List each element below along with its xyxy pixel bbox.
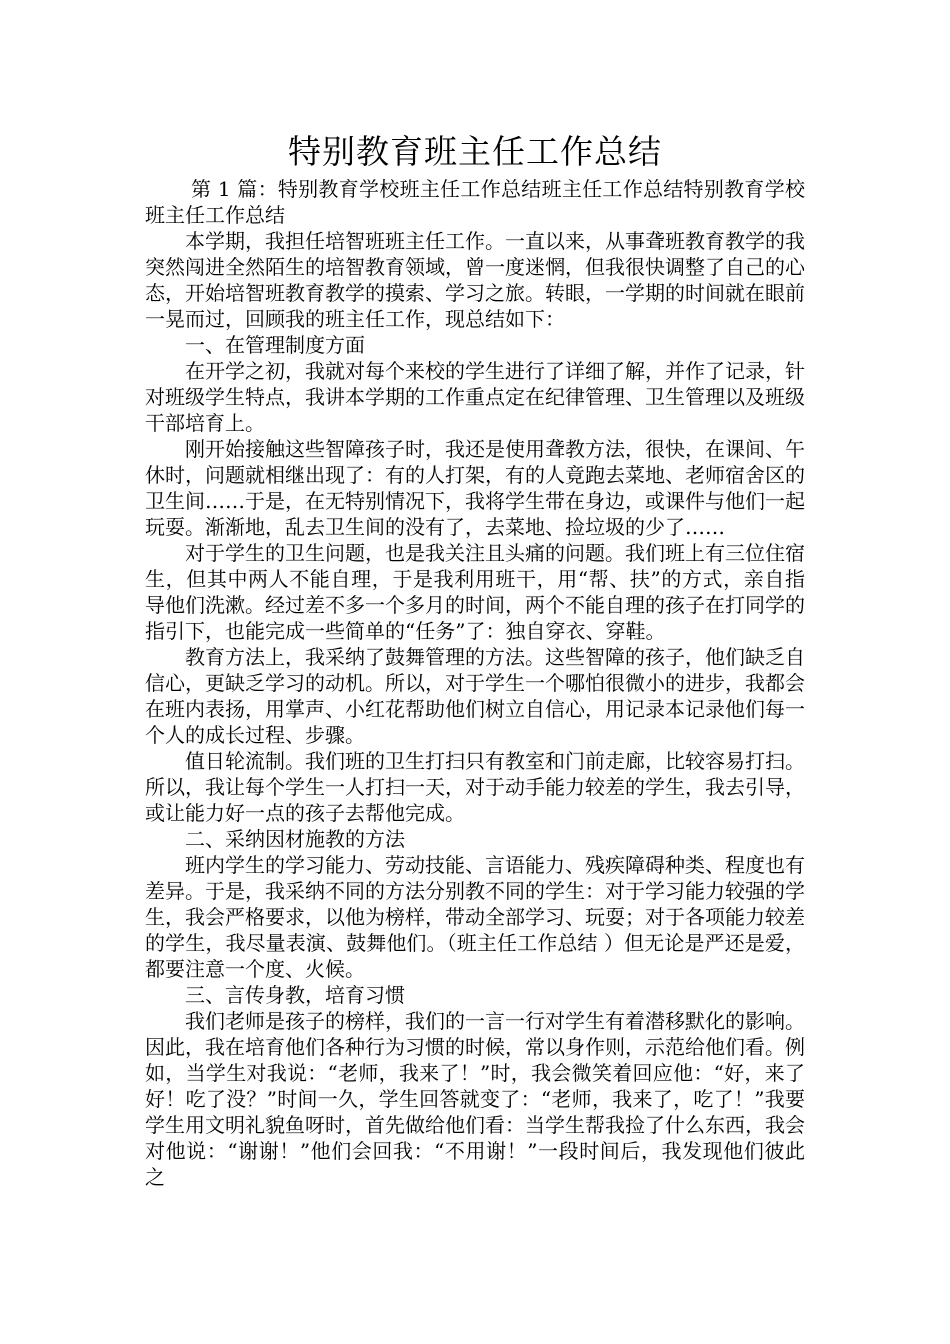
section-heading-individualized: 二、采纳因材施教的方法 [185,827,405,851]
paragraph-role-model: 我们老师是孩子的榜样，我们的一言一行对学生有着潜移默化的影响。因此，我在培育他们各种行为习惯的时候，常以身作则，示范给他们看。例如，当学生对我说：“老师，我来了！”时，我会微笑着回应他：“好，来了好！吃了没？”时间一久，学生回答就变了：“老师，我来了，吃了！”我要学生用文明礼貌鱼呀时，首先做给他们看：当学生帮我捡了什么东西，我会对他说：“谢谢！”他们会回我：“不用谢！”一段时间后，我发现他们彼此之 [145,1009,805,1189]
paragraph-encouragement: 教育方法上，我采纳了鼓舞管理的方法。这些智障的孩子，他们缺乏自信心，更缺乏学习的动机。所以，对于学生一个哪怕很微小的进步，我都会在班内表扬，用掌声、小红花帮助他们树立自信心，用记录本记录他们每一个人的成长过程、步骤。 [145,645,805,747]
paragraph-part-heading: 第 1 篇：特别教育学校班主任工作总结班主任工作总结特别教育学校班主任工作总结 [145,177,805,227]
paragraph-differences: 班内学生的学习能力、劳动技能、言语能力、残疾障碍种类、程度也有差异。于是，我采纳不同的方法分别教不同的学生：对于学习能力较强的学生，我会严格要求，以他为榜样，带动全部学习、玩耍；对于各项能力较差的学生，我尽量表演、鼓舞他们。（班主任工作总结 ）但无论是严还是爱，都要注意一个度、火候。 [145,853,805,981]
paragraph-intro: 本学期，我担任培智班班主任工作。一直以来，从事聋班教育教学的我突然闯进全然陌生的培智教育领域，曾一度迷惘，但我很快调整了自己的心态，开始培智班教育教学的摸索、学习之旅。转眼，一学期的时间就在眼前一晃而过，回顾我的班主任工作，现总结如下： [145,229,805,331]
document-page [145,128,805,1190]
paragraph-early-problems: 刚开始接触这些智障孩子时，我还是使用聋教方法，很快，在课间、午休时，问题就相继出现了：有的人打架，有的人竟跑去菜地、老师宿舍区的卫生间……于是，在无特别情况下，我将学生带在身边，或课件与他们一起玩耍。渐渐地，乱去卫生间的没有了，去菜地、捡垃圾的少了…… [145,437,805,539]
paragraph-duty-rotation: 值日轮流制。我们班的卫生打扫只有教室和门前走廊，比较容易打扫。所以，我让每个学生一人打扫一天，对于动手能力较差的学生，我去引导，或让能力好一点的孩子去帮他完成。 [145,749,805,825]
paragraph-record: 在开学之初，我就对每个来校的学生进行了详细了解，并作了记录，针对班级学生特点，我讲本学期的工作重点定在纪律管理、卫生管理以及班级干部培育上。 [145,359,805,435]
paragraph-hygiene: 对于学生的卫生问题，也是我关注且头痛的问题。我们班上有三位住宿生，但其中两人不能自理，于是我利用班干，用“帮、扶”的方式，亲自指导他们洗漱。经过差不多一个多月的时间，两个不能自理的孩子在打同学的指引下，也能完成一些简单的“任务”了：独自穿衣、穿鞋。 [145,541,805,643]
section-heading-example: 三、言传身教，培育习惯 [185,983,405,1007]
document-title: 特别教育班主任工作总结 [288,132,662,171]
section-heading-management: 一、在管理制度方面 [185,333,365,357]
